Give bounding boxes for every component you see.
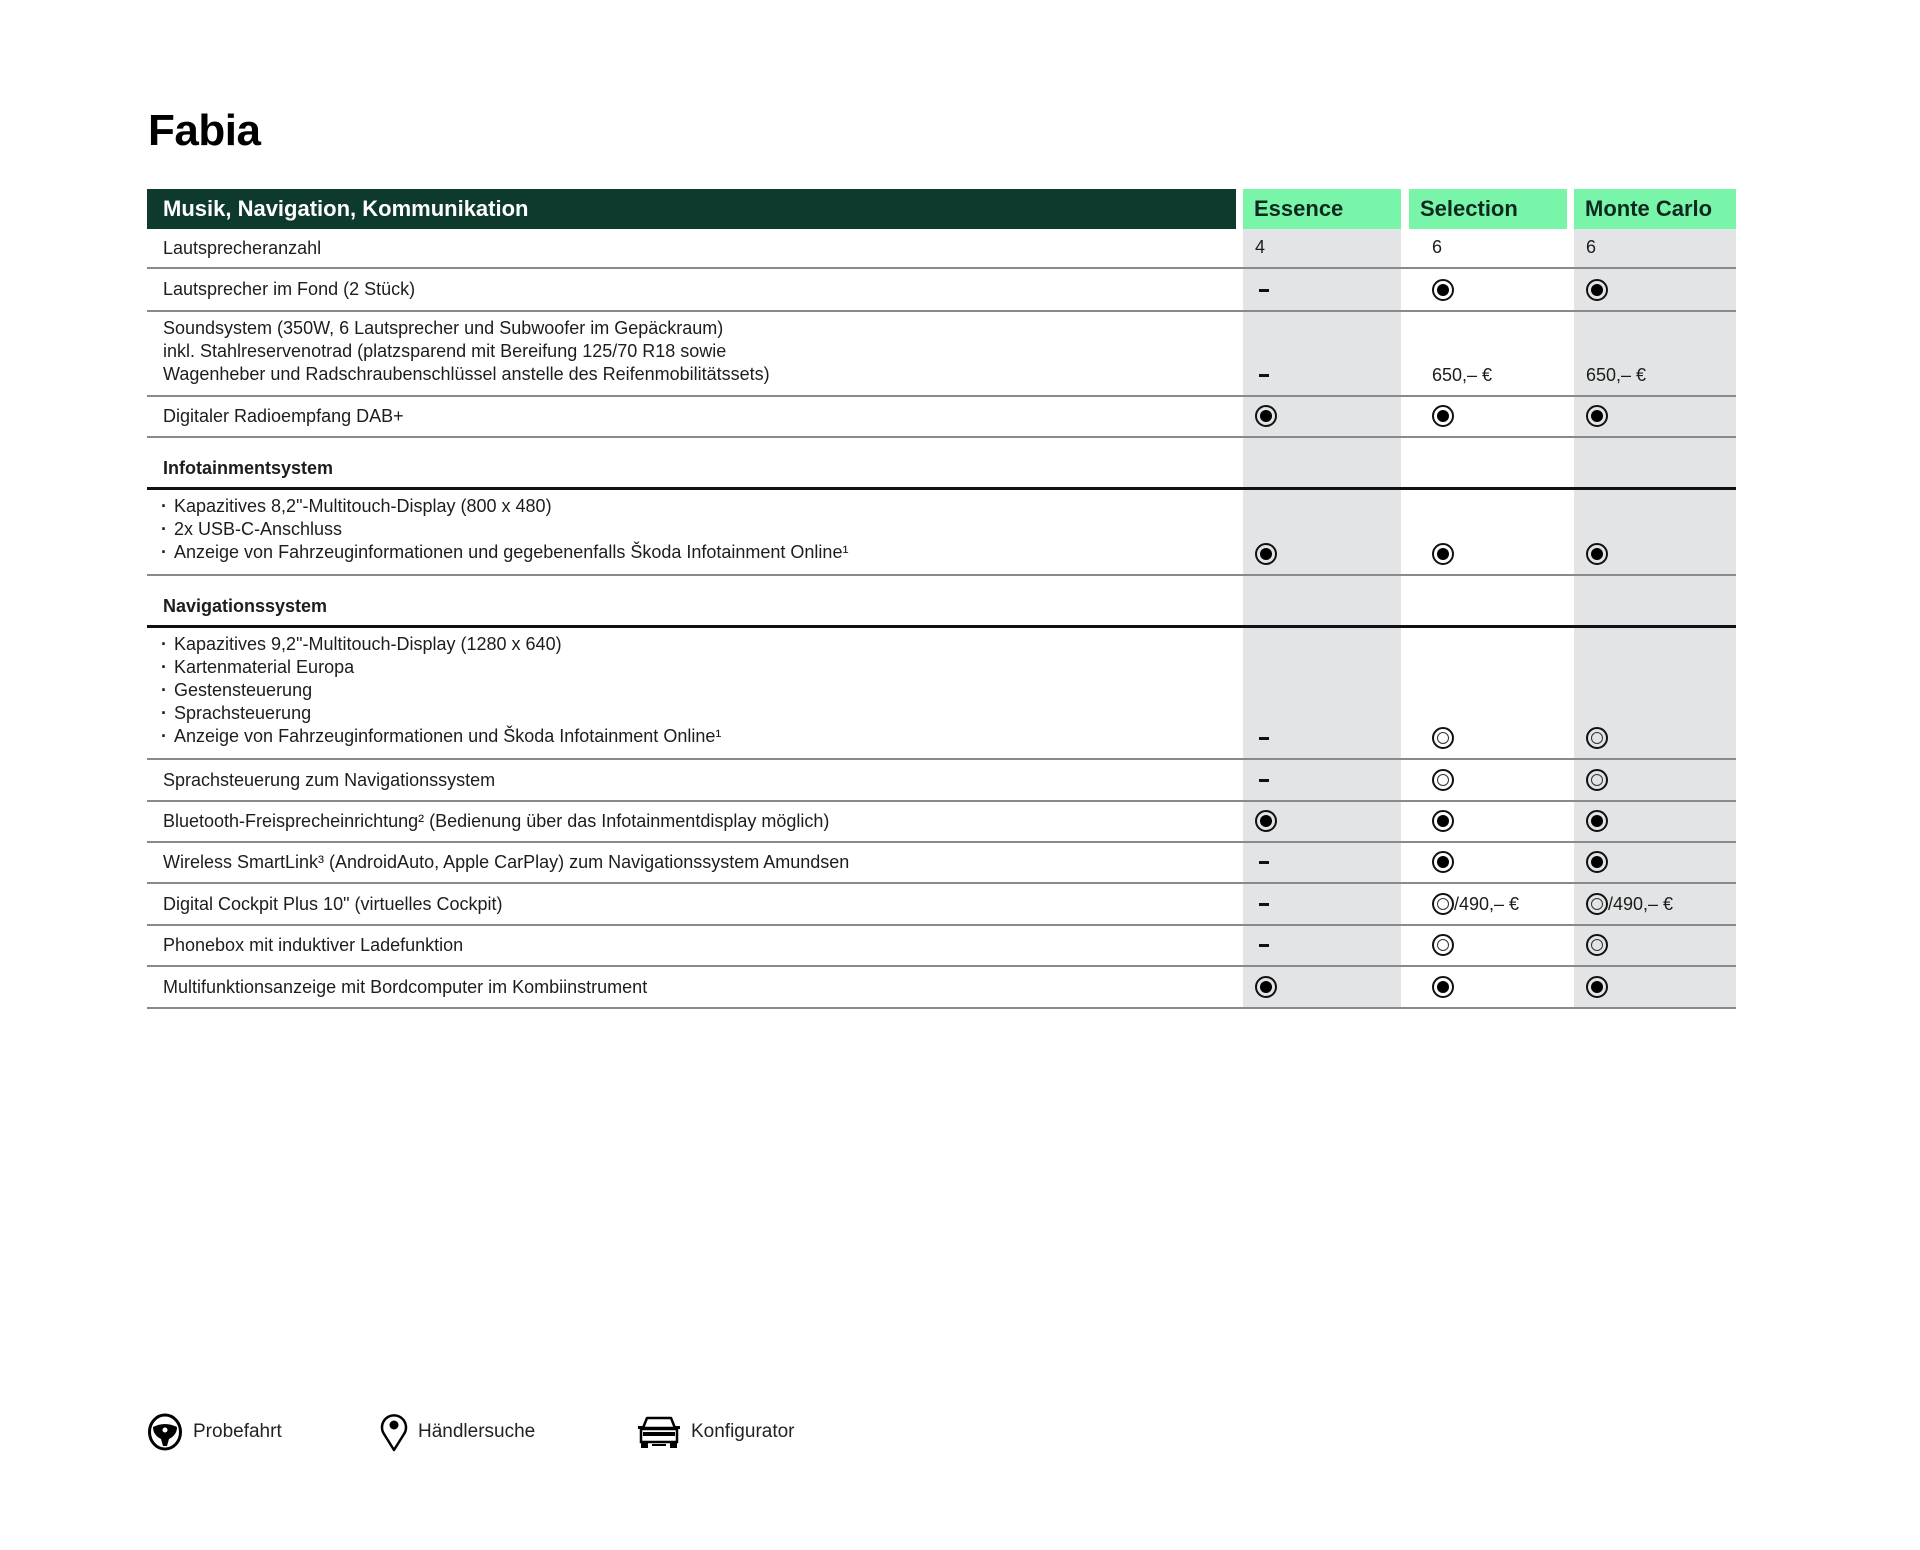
variant-value-selection <box>1432 402 1454 430</box>
feature-label: Lautsprecher im Fond (2 Stück) <box>163 279 416 299</box>
feature-label-line: Soundsystem (350W, 6 Lautsprecher und Subwoofer im Gepäckraum) <box>163 318 724 338</box>
standard-equipment-icon <box>1255 976 1277 998</box>
variant-value-monte-carlo <box>1586 724 1608 752</box>
standard-equipment-icon <box>1255 810 1277 832</box>
feature-bullet-list <box>163 495 848 564</box>
optional-equipment-icon <box>1586 769 1608 791</box>
table-row <box>147 926 1736 967</box>
variant-value-monte-carlo <box>1586 848 1608 876</box>
section-title: Musik, Navigation, Kommunikation <box>147 189 1236 229</box>
variant-header-selection: Selection <box>1409 189 1567 229</box>
variant-value-essence <box>1255 361 1269 389</box>
footer-link-probefahrt[interactable] <box>147 1412 282 1452</box>
standard-equipment-icon <box>1432 279 1454 301</box>
variant-value-selection <box>1432 973 1454 1001</box>
bullet-text: Kartenmaterial Europa <box>174 657 355 677</box>
value-text: 4 <box>1255 236 1266 257</box>
standard-equipment-icon <box>1432 405 1454 427</box>
subheader-label: Infotainmentsystem <box>163 458 334 478</box>
variant-value-monte-carlo <box>1586 766 1608 794</box>
standard-equipment-icon <box>1432 810 1454 832</box>
feature-label: Bluetooth-Freisprecheinrichtung² (Bedienung über das Infotainmentdisplay möglich) <box>163 811 830 831</box>
standard-equipment-icon <box>1432 543 1454 565</box>
dash-not-available-icon <box>1259 374 1269 377</box>
bullet-item <box>163 495 848 518</box>
variant-value-essence <box>1255 766 1269 794</box>
variant-value-selection <box>1432 807 1454 835</box>
dash-not-available-icon <box>1259 903 1269 906</box>
variant-value-monte-carlo <box>1586 540 1608 568</box>
optional-equipment-icon <box>1586 893 1608 915</box>
feature-label: Lautsprecheranzahl <box>163 237 322 258</box>
footer-link-label: Händlersuche <box>418 1421 536 1442</box>
footer-link-label: Probefahrt <box>193 1421 282 1442</box>
table-row <box>147 967 1736 1009</box>
table-subheader <box>147 576 1736 628</box>
variant-value-essence <box>1255 890 1269 918</box>
variant-value-essence <box>1255 973 1277 1001</box>
bullet-list <box>163 633 721 748</box>
variant-value-selection <box>1432 276 1454 304</box>
feature-label: Wireless SmartLink³ (AndroidAuto, Apple CarPlay) zum Navigationssystem Amundsen <box>163 852 850 872</box>
footer-link-konfigurator[interactable] <box>637 1412 795 1452</box>
optional-equipment-icon <box>1432 769 1454 791</box>
bullet-text: Gestensteuerung <box>174 680 313 700</box>
bullet-item <box>163 725 721 748</box>
bullet-text: 2x USB-C-Anschluss <box>174 519 343 539</box>
subheader-label: Navigationssystem <box>163 596 328 616</box>
car-icon <box>637 1414 681 1450</box>
map-pin-icon <box>380 1412 408 1452</box>
variant-value-selection <box>1432 890 1519 918</box>
bullet-item <box>163 518 848 541</box>
footer-link-label: Konfigurator <box>691 1421 795 1442</box>
variant-value-monte-carlo <box>1586 931 1608 959</box>
variant-value-essence <box>1255 931 1269 959</box>
table-row <box>147 269 1736 312</box>
bullet-item <box>163 702 721 725</box>
variant-header-monte-carlo: Monte Carlo <box>1574 189 1736 229</box>
feature-label: Digitaler Radioempfang DAB+ <box>163 406 404 426</box>
variant-value-essence <box>1255 276 1269 304</box>
variant-header-essence: Essence <box>1243 189 1401 229</box>
table-row <box>147 628 1736 760</box>
variant-value-monte-carlo <box>1586 361 1646 389</box>
feature-label: Digital Cockpit Plus 10" (virtuelles Cockpit) <box>163 893 503 914</box>
feature-bullet-list <box>163 633 721 748</box>
standard-equipment-icon <box>1586 279 1608 301</box>
value-text: 6 <box>1432 236 1443 257</box>
value-text: 650,– € <box>1586 364 1647 385</box>
equipment-table <box>147 189 1736 1009</box>
variant-value-selection <box>1432 361 1492 389</box>
value-text: 650,– € <box>1432 364 1493 385</box>
table-body <box>147 229 1736 1009</box>
variant-value-monte-carlo <box>1586 973 1608 1001</box>
bullet-list <box>163 495 848 564</box>
variant-value-essence <box>1255 848 1269 876</box>
dash-not-available-icon <box>1259 289 1269 292</box>
table-row <box>147 884 1736 926</box>
table-row <box>147 312 1736 397</box>
variant-value-essence <box>1255 402 1277 430</box>
table-row <box>147 490 1736 576</box>
variant-value-essence <box>1255 724 1269 752</box>
variant-value-selection <box>1432 724 1454 752</box>
standard-equipment-icon <box>1255 405 1277 427</box>
feature-label: Phonebox mit induktiver Ladefunktion <box>163 935 464 955</box>
bullet-item <box>163 656 721 679</box>
table-row <box>147 760 1736 802</box>
bullet-item <box>163 633 721 656</box>
dash-not-available-icon <box>1259 861 1269 864</box>
bullet-item <box>163 541 848 564</box>
feature-label <box>163 317 770 386</box>
variant-value-selection <box>1432 540 1454 568</box>
optional-equipment-icon <box>1586 727 1608 749</box>
option-price: /490,– € <box>1454 893 1520 914</box>
standard-equipment-icon <box>1586 976 1608 998</box>
table-subheader <box>147 438 1736 490</box>
option-price: /490,– € <box>1608 893 1674 914</box>
table-row <box>147 229 1736 269</box>
variant-value-essence <box>1255 807 1277 835</box>
dash-not-available-icon <box>1259 779 1269 782</box>
value-text: 6 <box>1586 236 1597 257</box>
bullet-text: Sprachsteuerung <box>174 703 312 723</box>
table-row <box>147 397 1736 438</box>
bullet-text: Anzeige von Fahrzeuginformationen und gegebenenfalls Škoda Infotainment Online¹ <box>174 542 849 562</box>
standard-equipment-icon <box>1255 543 1277 565</box>
standard-equipment-icon <box>1586 851 1608 873</box>
standard-equipment-icon <box>1432 851 1454 873</box>
standard-equipment-icon <box>1586 810 1608 832</box>
table-row <box>147 802 1736 843</box>
variant-value-selection <box>1432 931 1454 959</box>
variant-value-monte-carlo <box>1586 807 1608 835</box>
standard-equipment-icon <box>1432 976 1454 998</box>
variant-value-monte-carlo <box>1586 890 1673 918</box>
optional-equipment-icon <box>1586 934 1608 956</box>
feature-label-line: Wagenheber und Radschraubenschlüssel anstelle des Reifenmobilitätssets) <box>163 364 770 384</box>
steering-wheel-icon <box>147 1413 183 1451</box>
bullet-text: Kapazitives 9,2"-Multitouch-Display (1280 x 640) <box>174 634 562 654</box>
feature-label-line: inkl. Stahlreservenotrad (platzsparend mit Bereifung 125/70 R18 sowie <box>163 341 727 361</box>
bullet-text: Kapazitives 8,2"-Multitouch-Display (800 x 480) <box>174 496 552 516</box>
standard-equipment-icon <box>1586 405 1608 427</box>
dash-not-available-icon <box>1259 737 1269 740</box>
optional-equipment-icon <box>1432 934 1454 956</box>
variant-value-essence <box>1255 233 1265 261</box>
page-title: Fabia <box>148 106 261 155</box>
bullet-text: Anzeige von Fahrzeuginformationen und Škoda Infotainment Online¹ <box>174 726 722 746</box>
optional-equipment-icon <box>1432 893 1454 915</box>
bullet-item <box>163 679 721 702</box>
dash-not-available-icon <box>1259 944 1269 947</box>
optional-equipment-icon <box>1432 727 1454 749</box>
standard-equipment-icon <box>1586 543 1608 565</box>
variant-value-essence <box>1255 540 1277 568</box>
variant-value-selection <box>1432 848 1454 876</box>
variant-value-selection <box>1432 233 1442 261</box>
feature-label: Sprachsteuerung zum Navigationssystem <box>163 769 496 790</box>
variant-value-monte-carlo <box>1586 402 1608 430</box>
table-header <box>147 189 1736 229</box>
variant-value-selection <box>1432 766 1454 794</box>
table-row <box>147 843 1736 884</box>
variant-value-monte-carlo <box>1586 233 1596 261</box>
variant-value-monte-carlo <box>1586 276 1608 304</box>
feature-label: Multifunktionsanzeige mit Bordcomputer im Kombiinstrument <box>163 976 648 997</box>
footer-link-haendlersuche[interactable] <box>380 1412 535 1452</box>
